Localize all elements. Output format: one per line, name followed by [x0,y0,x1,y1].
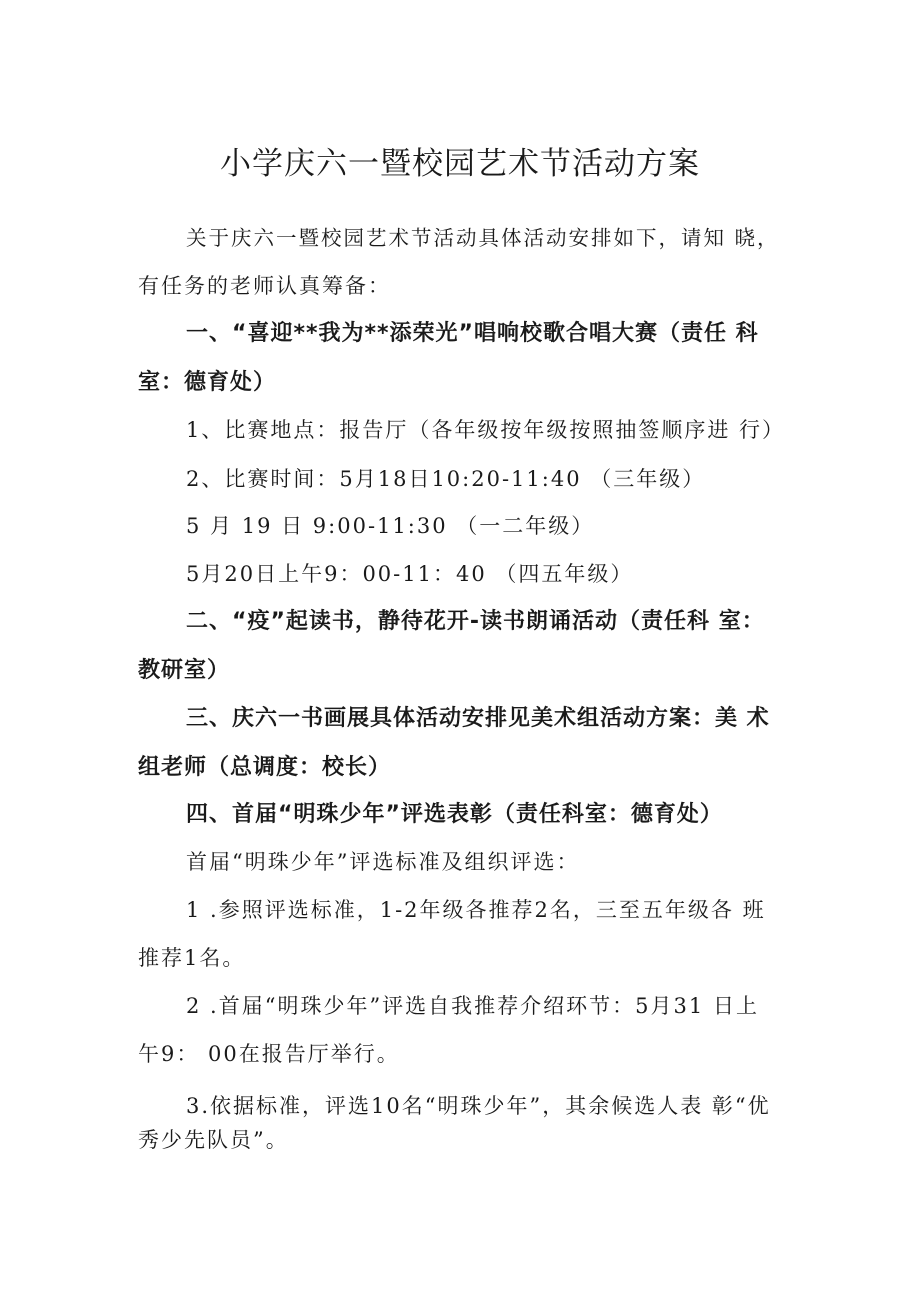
section-heading-2-cont: 教研室） [138,658,231,683]
paragraph-line-item-1: 1 .参照评选标准，1-2年级各推荐2名，三至五年级各 班 [186,898,766,922]
paragraph-line-time-1: 2、比赛时间：5月18日10:20-11:40 （三年级） [186,467,706,491]
paragraph-line-item-2: 2 .首届“明珠少年”评选自我推荐介绍环节：5月31 日上 [186,994,759,1018]
paragraph-line-intro-1: 关于庆六一暨校园艺术节活动具体活动安排如下，请知 晓， [186,226,780,250]
paragraph-line-item-3-cont: 秀少先队员”。 [138,1128,289,1152]
section-heading-1-cont: 室：德育处） [138,370,277,395]
section-heading-3-cont: 组老师（总调度：校长） [138,755,392,780]
paragraph-line-time-2: 5 月 19 日 9:00-11:30 （一二年级） [186,514,595,538]
section-heading-3: 三、庆六一书画展具体活动安排见美术组活动方案：美 术 [186,706,770,731]
paragraph-line-intro-2: 有任务的老师认真筹备： [138,274,391,298]
paragraph-line-venue: 1、比赛地点：报告厅（各年级按年级按照抽签顺序进 行） [186,418,786,442]
paragraph-line-criteria: 首届“明珠少年”评选标准及组织评选： [186,850,580,874]
section-heading-2: 二、“疫”起读书，静待花开-读书朗诵活动（责任科 室： [186,609,765,634]
section-heading-1: 一、“喜迎**我为**添荣光”唱响校歌合唱大赛（责任 科 [186,321,759,346]
paragraph-line-item-3: 3.依据标准，评选10名“明珠少年”，其余候选人表 彰“优 [186,1094,771,1118]
section-heading-4: 四、首届“明珠少年”评选表彰（责任科室：德育处） [186,802,723,827]
paragraph-line-item-1-cont: 推荐1名。 [138,946,246,970]
paragraph-line-time-3: 5月20日上午9：00-11：40 （四五年级） [186,562,634,586]
paragraph-line-item-2-cont: 午9： 00在报告厅举行。 [138,1042,400,1066]
document-title: 小学庆六一暨校园艺术节活动方案 [220,146,700,182]
